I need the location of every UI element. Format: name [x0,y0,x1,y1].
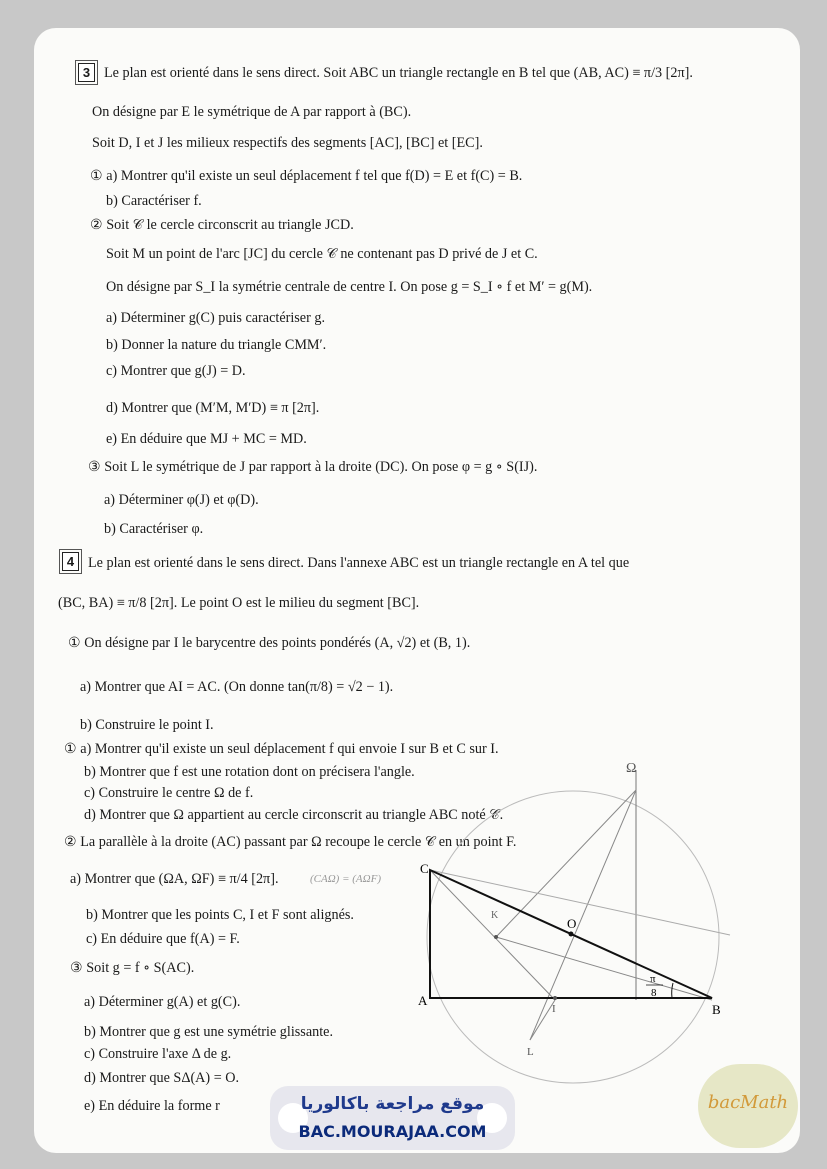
construction-line [530,790,636,1040]
ex3-q2-M: Soit M un point de l'arc [JC] du cercle 𝒞 ne contenant pas D privé de J et C. [106,246,538,262]
label-I: I [552,1003,556,1015]
ex3-q2d: d) Montrer que (M′M, M′D) ≡ π [2π]. [106,400,320,416]
ex3-q1a: ① a) Montrer qu'il existe un seul déplacement f tel que f(D) = E et f(C) = B. [90,168,523,184]
ex4-p3c: c) Construire l'axe Δ de g. [84,1046,232,1062]
ex4-p1a: ① a) Montrer qu'il existe un seul déplacement f qui envoie I sur B et C sur I. [64,741,499,757]
handwritten-note: (CAΩ) = (AΩF) [310,873,381,885]
ex3-q2: ② Soit 𝒞 le cercle circonscrit au triangle JCD. [90,217,354,233]
ex4-p2b: b) Montrer que les points C, I et F sont alignés. [86,907,354,923]
construction-line [496,790,636,937]
ex3-line-DIJ: Soit D, I et J les milieux respectifs des segments [AC], [BC] et [EC]. [92,135,483,151]
point-K [494,935,498,939]
point-I [553,996,557,1000]
angle-numerator: π [650,973,656,985]
exercise-3-number: 3 [78,63,95,82]
bacmath-badge-text: bacMath [707,1092,789,1113]
ex4-p1b: b) Montrer que f est une rotation dont on précisera l'angle. [84,764,415,780]
label-L: L [527,1046,534,1058]
circumscribed-circle [427,791,719,1083]
ex4-p1d: d) Montrer que Ω appartient au cercle circonscrit au triangle ABC noté 𝒞. [84,807,504,823]
angle-arc-B [672,983,673,998]
label-A: A [418,993,428,1008]
page [34,28,800,1153]
ex3-intro: Le plan est orienté dans le sens direct. Soit ABC un triangle rectangle en B tel que (AB, AC) ≡ π/3 [2π]. [104,65,693,81]
ex3-q3a: a) Déterminer φ(J) et φ(D). [104,492,259,508]
ex4-q1a: a) Montrer que AI = AC. (On donne tan(π/8) = √2 − 1). [80,679,394,695]
exercise-4-number: 4 [62,552,79,571]
footer-arabic-title: موقع مراجعة باكالوريا [300,1094,485,1114]
ex4-p3a: a) Déterminer g(A) et g(C). [84,994,241,1010]
angle-denominator: 8 [651,987,657,999]
ex3-q2-def: On désigne par S_I la symétrie centrale de centre I. On pose g = S_I ∘ f et M′ = g(M). [106,279,593,295]
ex3-q2c: c) Montrer que g(J) = D. [106,363,246,379]
ex4-p2c: c) En déduire que f(A) = F. [86,931,240,947]
point-O [569,932,574,937]
ex4-p2: ② La parallèle à la droite (AC) passant par Ω recoupe le cercle 𝒞 en un point F. [64,834,517,850]
ex4-p3b: b) Montrer que g est une symétrie glissante. [84,1024,334,1040]
ex4-p3d: d) Montrer que SΔ(A) = O. [84,1070,240,1086]
ex4-intro: Le plan est orienté dans le sens direct. Dans l'annexe ABC est un triangle rectangle en A tel que [88,555,630,571]
ex4-intro2: (BC, BA) ≡ π/8 [2π]. Le point O est le milieu du segment [BC]. [58,595,420,611]
geometry-figure [34,28,800,1153]
ex3-q2b: b) Donner la nature du triangle CMM′. [106,337,327,353]
ex3-q2e: e) En déduire que MJ + MC = MD. [106,431,307,447]
ex4-q1b: b) Construire le point I. [80,717,214,733]
ex3-q3b: b) Caractériser φ. [104,521,204,537]
label-O: O [567,916,577,931]
footer-banner[interactable] [270,1086,515,1150]
label-B: B [712,1002,721,1017]
ex3-line-E: On désigne par E le symétrique de A par rapport à (BC). [92,104,412,120]
construction-line [496,937,712,1000]
ex4-p2a: a) Montrer que (ΩA, ΩF) ≡ π/4 [2π]. [70,871,279,887]
label-K: K [491,910,499,921]
ex4-p1c: c) Construire le centre Ω de f. [84,785,254,801]
construction-line [430,870,730,935]
bacmath-badge [698,1064,798,1148]
construction-line [430,870,555,1000]
label-C: C [420,861,429,876]
ex3-q3: ③ Soit L le symétrique de J par rapport à la droite (DC). On pose φ = g ∘ S(IJ). [88,459,538,475]
ex4-p3: ③ Soit g = f ∘ S(AC). [70,960,195,976]
ex4-q1: ① On désigne par I le barycentre des points pondérés (A, √2) et (B, 1). [68,635,471,651]
ex3-q2a: a) Déterminer g(C) puis caractériser g. [106,310,326,326]
footer-url[interactable]: BAC.MOURAJAA.COM [298,1122,487,1141]
ex3-q1b: b) Caractériser f. [106,193,202,209]
ex4-p3e: e) En déduire la forme r [84,1098,220,1114]
label-omega: Ω [626,761,637,776]
